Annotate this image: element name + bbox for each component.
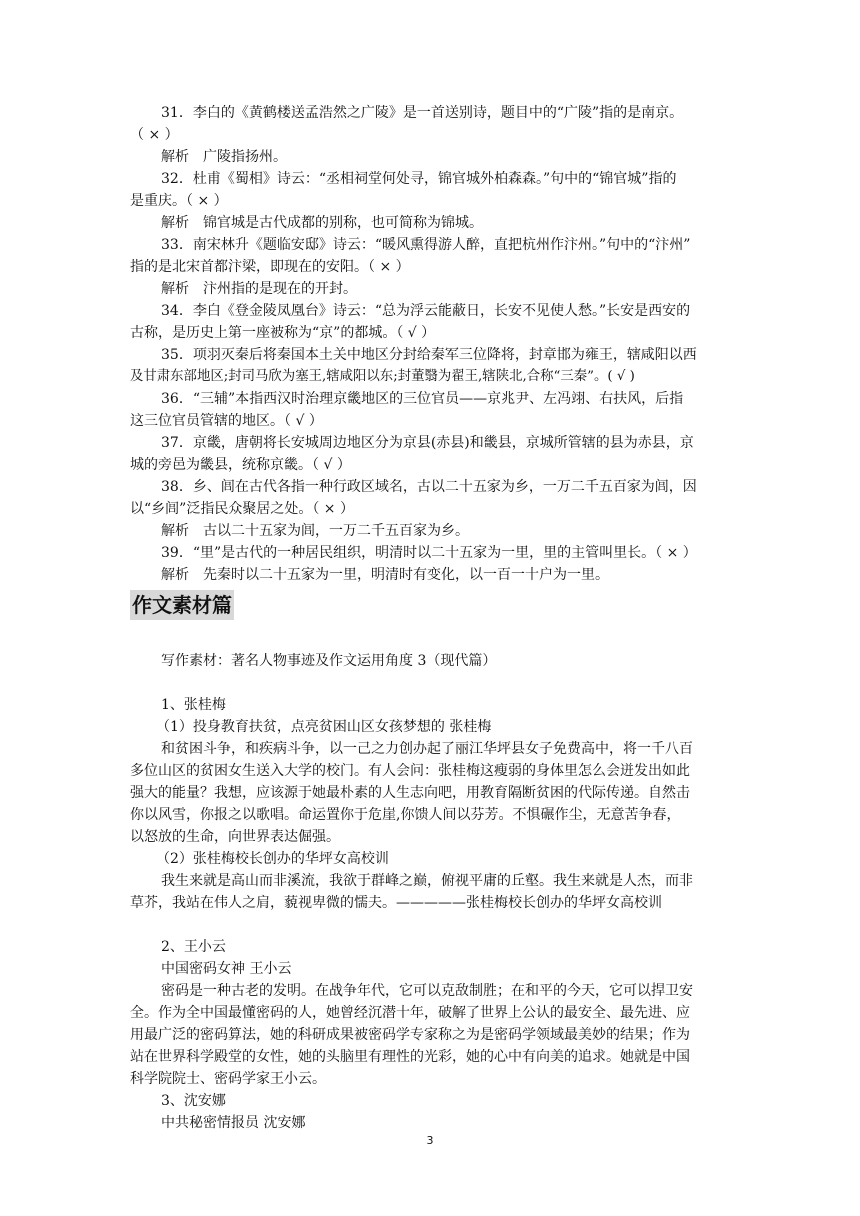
person-1-name: 1、张桂梅 xyxy=(161,697,226,713)
question-38: 38．乡、闾在古代各指一种行政区域名，古以二十五家为乡，一万二千五百家为闾，因 xyxy=(161,479,697,495)
answer-32: 解析 锦官城是古代成都的别称，也可简称为锦城。 xyxy=(161,215,483,231)
question-32-cont: 是重庆。（ × ） xyxy=(130,193,228,209)
answer-38: 解析 古以二十五家为闾，一万二千五百家为乡。 xyxy=(161,523,469,539)
person-1-line-4: 你以风雪，你报之以歌唱。命运置你于危崖,你馈人间以芬芳。不惧碾作尘，无意苦争春， xyxy=(130,807,681,823)
person-1-line-2: 多位山区的贫困女生送入大学的校门。有人会问：张桂梅这瘦弱的身体里怎么会迸发出如此 xyxy=(130,763,690,779)
person-2-name: 2、王小云 xyxy=(161,939,226,955)
person-2-line-1: 密码是一种古老的发明。在战争年代，它可以克敌制胜；在和平的今天，它可以捍卫安 xyxy=(161,983,693,999)
question-38-cont: 以“乡闾”泛指民众聚居之处。（ × ） xyxy=(130,501,354,517)
person-2-line-5: 科学院院士、密码学家王小云。 xyxy=(130,1071,326,1087)
person-2-line-3: 用最广泛的密码算法，她的科研成果被密码学专家称之为是密码学领域最美妙的结果；作为 xyxy=(130,1027,690,1043)
section-heading: 作文素材篇 xyxy=(130,590,234,620)
subtitle: 写作素材：著名人物事迹及作文运用角度 3（现代篇） xyxy=(161,653,497,669)
person-1-line-3: 强大的能量？我想，应该源于她最朴素的人生志向吧，用教育隔断贫困的代际传递。自然击 xyxy=(130,785,690,801)
question-36-cont: 这三位官员管辖的地区。（ √ ） xyxy=(130,413,323,429)
person-2-line-4: 站在世界科学殿堂的女性，她的头脑里有理性的光彩，她的心中有向美的追求。她就是中国 xyxy=(130,1049,690,1065)
question-31-cont: （ × ） xyxy=(130,127,179,143)
person-1-motto-2: 草芥，我站在伟人之肩，藐视卑微的懦夫。—————张桂梅校长创办的华坪女高校训 xyxy=(130,895,662,911)
question-36: 36．“三辅”本指西汉时治理京畿地区的三位官员——京兆尹、左冯翊、右扶风，后指 xyxy=(161,391,684,407)
answer-33: 解析 汴州指的是现在的开封。 xyxy=(161,281,357,297)
question-34-cont: 古称，是历史上第一座被称为“京”的都城。（ √ ） xyxy=(130,325,436,341)
question-34: 34．李白《登金陵凤凰台》诗云：“总为浮云能蔽日，长安不见使人愁。”长安是西安的 xyxy=(161,303,691,319)
person-1-line-5: 以怒放的生命，向世界表达倔强。 xyxy=(130,829,340,845)
question-39: 39．“里”是古代的一种居民组织，明清时以二十五家为一里，里的主管叫里长。（ × ） xyxy=(161,545,697,561)
person-3-title: 中共秘密情报员 沈安娜 xyxy=(161,1115,306,1131)
person-1-topic-2: （2）张桂梅校长创办的华坪女高校训 xyxy=(156,851,389,867)
person-3-name: 3、沈安娜 xyxy=(161,1093,226,1109)
person-1-motto-1: 我生来就是高山而非溪流，我欲于群峰之巅，俯视平庸的丘壑。我生来就是人杰，而非 xyxy=(161,873,693,889)
person-1-line-1: 和贫困斗争，和疾病斗争，以一己之力创办起了丽江华坪县女子免费高中，将一千八百 xyxy=(161,741,693,757)
question-33-cont: 指的是北宋首都汴梁，即现在的安阳。（ × ） xyxy=(130,259,410,275)
question-35-cont: 及甘肃东部地区;封司马欣为塞王,辖咸阳以东;封董翳为翟王,辖陕北,合称“三秦”。( √ ) xyxy=(130,369,635,384)
question-35: 35．项羽灭秦后将秦国本土关中地区分封给秦军三位降将，封章邯为雍王，辖咸阳以西 xyxy=(161,347,697,363)
answer-39: 解析 先秦时以二十五家为一里，明清时有变化，以一百一十户为一里。 xyxy=(161,567,609,583)
question-32: 32．杜甫《蜀相》诗云：“丞相祠堂何处寻，锦官城外柏森森。”句中的“锦官城”指的 xyxy=(161,171,677,187)
question-37: 37．京畿，唐朝将长安城周边地区分为京县(赤县)和畿县，京城所管辖的县为赤县，京 xyxy=(161,435,694,451)
question-31: 31．李白的《黄鹤楼送孟浩然之广陵》是一首送别诗，题目中的“广陵”指的是南京。 xyxy=(161,105,684,121)
question-37-cont: 城的旁邑为畿县，统称京畿。（ √ ） xyxy=(130,457,351,473)
answer-31: 解析 广陵指扬州。 xyxy=(161,149,287,165)
page-number: 3 xyxy=(426,1134,434,1147)
person-2-line-2: 全。作为全中国最懂密码的人，她曾经沉潜十年，破解了世界上公认的最安全、最先进、应 xyxy=(130,1005,690,1021)
person-1-topic-1: （1）投身教育扶贫，点亮贫困山区女孩梦想的 张桂梅 xyxy=(156,719,492,735)
question-33: 33．南宋林升《题临安邸》诗云：“暖风熏得游人醉，直把杭州作汴州。”句中的“汴州” xyxy=(161,237,691,253)
person-2-title: 中国密码女神 王小云 xyxy=(161,961,292,977)
